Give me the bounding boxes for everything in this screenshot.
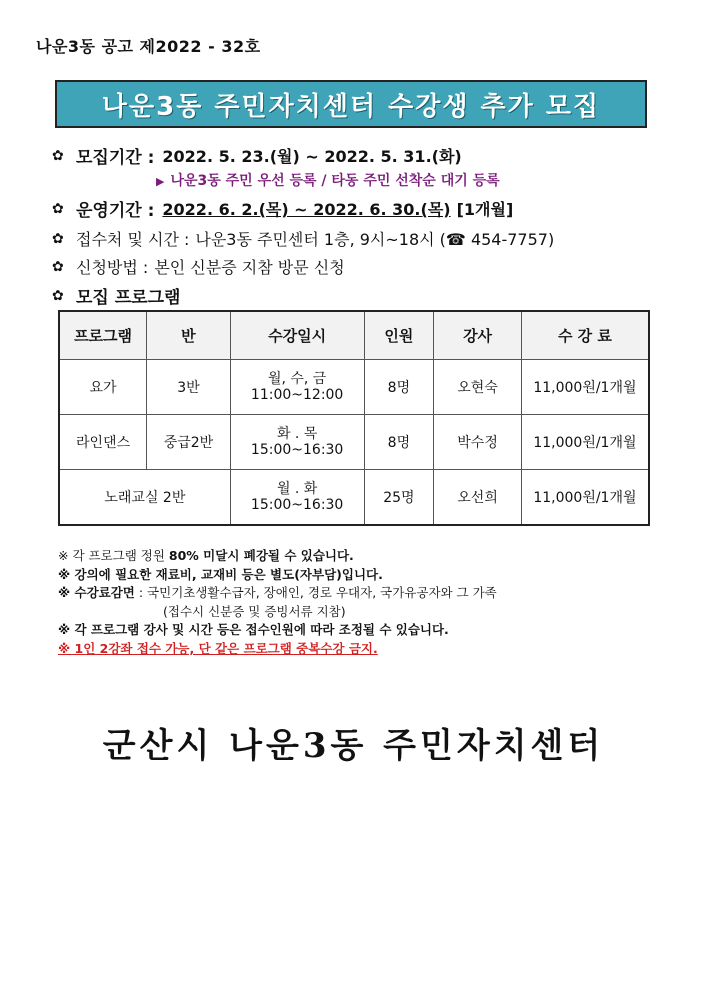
application-value: 본인 신분증 지참 방문 신청 bbox=[154, 258, 345, 277]
flower-bullet-icon: ✿ bbox=[52, 230, 64, 247]
operation-period-label: 운영기간 : bbox=[76, 201, 155, 221]
schedule-time: 15:00~16:30 bbox=[250, 497, 344, 513]
application-row bbox=[52, 255, 345, 278]
operation-period-value: 2022. 6. 2.(목) ∼ 2022. 6. 30.(목) bbox=[162, 200, 451, 219]
column-header: 프로그램 bbox=[59, 311, 147, 360]
people-cell: 8명 bbox=[364, 360, 434, 415]
operation-period-row bbox=[52, 196, 513, 221]
notes-section bbox=[58, 547, 497, 658]
column-header: 반 bbox=[147, 311, 231, 360]
note-text: : 국민기초생활수급자, 장애인, 경로 우대자, 국가유공자와 그 가족 bbox=[134, 585, 497, 600]
instructor-cell: 박수정 bbox=[434, 415, 522, 470]
schedule-cell bbox=[230, 360, 364, 415]
instructor-cell: 오현숙 bbox=[434, 360, 522, 415]
program-cell: 요가 bbox=[59, 360, 147, 415]
schedule-cell bbox=[230, 470, 364, 526]
note-closure bbox=[58, 547, 497, 566]
schedule-days: 화 . 목 bbox=[276, 426, 318, 442]
recruit-note-text: 나운3동 주민 우선 등록 / 타동 주민 선착순 대기 등록 bbox=[170, 173, 500, 189]
flower-bullet-icon: ✿ bbox=[52, 258, 64, 275]
operation-period-extra: [1개월] bbox=[456, 200, 514, 219]
reception-row bbox=[52, 227, 554, 250]
note-text-bold: 80% 미달시 폐강될 수 있습니다. bbox=[168, 548, 354, 563]
table-row bbox=[59, 360, 649, 415]
recruit-period-value: 2022. 5. 23.(월) ~ 2022. 5. 31.(화) bbox=[162, 147, 462, 166]
programs-heading: 모집 프로그램 bbox=[76, 288, 181, 308]
table-row bbox=[59, 415, 649, 470]
notice-number: 나운3동 공고 제2022 - 32호 bbox=[36, 37, 261, 56]
table-row bbox=[59, 470, 649, 526]
reception-value: 나운3동 주민센터 1층, 9시~18시 (☎ 454-7757) bbox=[195, 230, 555, 249]
schedule-days: 월 . 화 bbox=[276, 481, 318, 497]
class-cell: 중급2반 bbox=[147, 415, 231, 470]
title-banner bbox=[55, 80, 647, 128]
column-header: 인원 bbox=[364, 311, 434, 360]
fee-cell: 11,000원/1개월 bbox=[521, 360, 649, 415]
class-cell: 3반 bbox=[147, 360, 231, 415]
flower-bullet-icon: ✿ bbox=[52, 287, 64, 304]
arrow-icon: ▶ bbox=[156, 175, 165, 188]
note-adjustment: ※ 각 프로그램 강사 및 시간 등은 접수인원에 따라 조정될 수 있습니다. bbox=[58, 622, 449, 637]
schedule-time: 11:00~12:00 bbox=[250, 387, 344, 403]
recruit-note bbox=[156, 170, 500, 190]
schedule-cell bbox=[230, 415, 364, 470]
note-materials: ※ 강의에 필요한 재료비, 교재비 등은 별도(자부담)입니다. bbox=[58, 566, 383, 582]
column-header: 수강일시 bbox=[230, 311, 364, 360]
note-text: ※ 각 프로그램 정원 bbox=[58, 548, 169, 563]
program-cell: 라인댄스 bbox=[59, 415, 147, 470]
people-cell: 8명 bbox=[364, 415, 434, 470]
program-cell: 노래교실 2반 bbox=[59, 470, 230, 526]
note-text-bold: ※ 수강료감면 bbox=[58, 585, 135, 600]
application-label: 신청방법 : bbox=[76, 258, 149, 277]
issuer-signature: 군산시 나운3동 주민자치센터 bbox=[102, 726, 605, 766]
note-discount-sub: (접수시 신분증 및 증빙서류 지참) bbox=[163, 603, 346, 619]
programs-heading-row bbox=[52, 283, 180, 308]
people-cell: 25명 bbox=[364, 470, 434, 526]
fee-cell: 11,000원/1개월 bbox=[521, 415, 649, 470]
fee-cell: 11,000원/1개월 bbox=[521, 470, 649, 526]
note-warning: ※ 1인 2강좌 접수 가능, 단 같은 프로그램 중복수강 금지. bbox=[58, 640, 378, 656]
column-header: 수 강 료 bbox=[521, 311, 649, 360]
flower-bullet-icon: ✿ bbox=[52, 200, 64, 217]
flower-bullet-icon: ✿ bbox=[52, 147, 64, 164]
recruit-period-label: 모집기간 : bbox=[76, 148, 155, 168]
schedule-days: 월, 수, 금 bbox=[267, 371, 327, 387]
schedule-time: 15:00~16:30 bbox=[250, 442, 344, 458]
reception-label: 접수처 및 시간 : bbox=[76, 230, 190, 249]
programs-table bbox=[58, 310, 650, 526]
table-header-row bbox=[59, 311, 649, 360]
instructor-cell: 오선희 bbox=[434, 470, 522, 526]
column-header: 강사 bbox=[434, 311, 522, 360]
recruit-period-row bbox=[52, 143, 462, 168]
note-discount bbox=[58, 584, 497, 603]
page-title: 나운3동 주민자치센터 수강생 추가 모집 bbox=[101, 91, 601, 122]
